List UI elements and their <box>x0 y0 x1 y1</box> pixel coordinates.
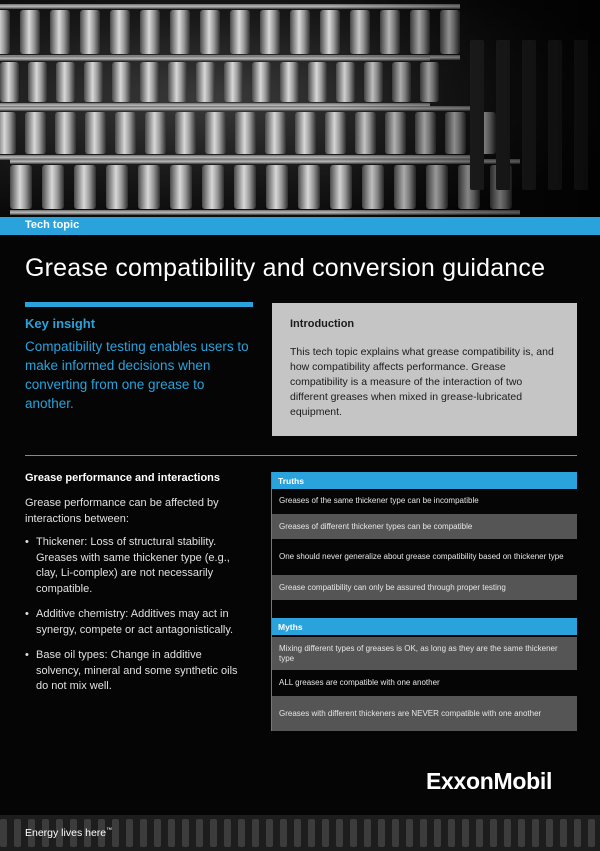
footer-roller <box>476 819 483 847</box>
footer-roller <box>518 819 525 847</box>
truths-header: Truths <box>272 472 577 489</box>
page-title: Grease compatibility and conversion guidance <box>25 254 546 282</box>
hero-bearing-image <box>0 0 600 217</box>
footer-roller <box>462 819 469 847</box>
footer-roller <box>378 819 385 847</box>
footer-roller <box>182 819 189 847</box>
footer-roller <box>266 819 273 847</box>
performance-bullet-base-oil <box>25 648 240 695</box>
bullet-icon: • <box>25 536 29 548</box>
key-insight-rule <box>25 302 253 307</box>
footer-roller <box>126 819 133 847</box>
footer-roller <box>308 819 315 847</box>
introduction-heading: Introduction <box>290 318 355 330</box>
key-insight-text: Compatibility testing enables users to make informed decisions when converting from one grease to another. <box>25 339 249 411</box>
performance-bullet-additive <box>25 607 240 638</box>
footer-roller <box>238 819 245 847</box>
performance-intro: Grease performance can be affected by interactions between: <box>25 497 219 525</box>
myths-row: Greases with different thickeners are NEVER compatible with one another <box>272 696 577 731</box>
footer-roller <box>420 819 427 847</box>
tagline-text: Energy lives here <box>25 827 107 839</box>
footer-roller <box>560 819 567 847</box>
introduction-box <box>272 303 577 436</box>
footer-roller <box>210 819 217 847</box>
footer-roller <box>532 819 539 847</box>
footer-roller <box>140 819 147 847</box>
performance-bullet-text: Thickener: Loss of structural stability. Greases with same thickener type (e.g., clay, Li-complex) are not necessarily compatible. <box>36 536 230 595</box>
footer-roller <box>168 819 175 847</box>
tech-topic-bar <box>0 217 600 235</box>
footer-roller <box>196 819 203 847</box>
myths-row: Mixing different types of greases is OK, as long as they are the same thickener type <box>272 637 577 670</box>
exxonmobil-logo: ExxonMobil <box>426 768 553 794</box>
footer-roller <box>154 819 161 847</box>
footer-roller <box>546 819 553 847</box>
trademark-mark: ™ <box>106 827 113 834</box>
footer-roller <box>364 819 371 847</box>
bullet-icon: • <box>25 649 29 661</box>
footer-roller <box>0 819 7 847</box>
performance-list <box>25 535 240 705</box>
section-divider <box>25 455 577 456</box>
footer-roller <box>434 819 441 847</box>
footer-roller <box>504 819 511 847</box>
key-insight-heading: Key insight <box>25 316 96 331</box>
footer-roller <box>294 819 301 847</box>
footer-roller <box>588 819 595 847</box>
footer-roller <box>14 819 21 847</box>
footer-roller <box>112 819 119 847</box>
tech-topic-label: Tech topic <box>25 219 80 231</box>
myths-header: Myths <box>272 618 577 635</box>
footer-roller <box>336 819 343 847</box>
footer-roller <box>322 819 329 847</box>
bullet-icon: • <box>25 608 29 620</box>
truths-row: Greases of the same thickener type can be incompatible <box>279 496 479 505</box>
bearing-rollers-icon <box>0 0 600 217</box>
footer-roller <box>448 819 455 847</box>
footer-roller <box>574 819 581 847</box>
footer-roller <box>406 819 413 847</box>
footer-roller <box>490 819 497 847</box>
truths-row: One should never generalize about grease compatibility based on thickener type <box>279 552 564 561</box>
tagline <box>25 827 112 839</box>
footer-roller <box>252 819 259 847</box>
performance-bullet-text: Additive chemistry: Additives may act in synergy, compete or act antagonistically. <box>36 608 234 636</box>
footer-band <box>0 815 600 851</box>
footer-roller <box>224 819 231 847</box>
performance-bullet-thickener <box>25 535 240 597</box>
footer-roller <box>392 819 399 847</box>
truths-row: Greases of different thickener types can be compatible <box>272 514 577 539</box>
performance-bullet-text: Base oil types: Change in additive solvency, mineral and some synthetic oils do not mix well. <box>36 649 238 692</box>
footer-roller <box>280 819 287 847</box>
introduction-text: This tech topic explains what grease compatibility is, and how compatibility affects performance. Grease compatibility is a measure of the interaction of two different greases when mixed in grease-lubricated equipment. <box>290 346 554 418</box>
footer-roller <box>350 819 357 847</box>
performance-heading: Grease performance and interactions <box>25 472 221 484</box>
myths-row: ALL greases are compatible with one another <box>279 678 440 687</box>
truths-row: Grease compatibility can only be assured through proper testing <box>272 575 577 600</box>
